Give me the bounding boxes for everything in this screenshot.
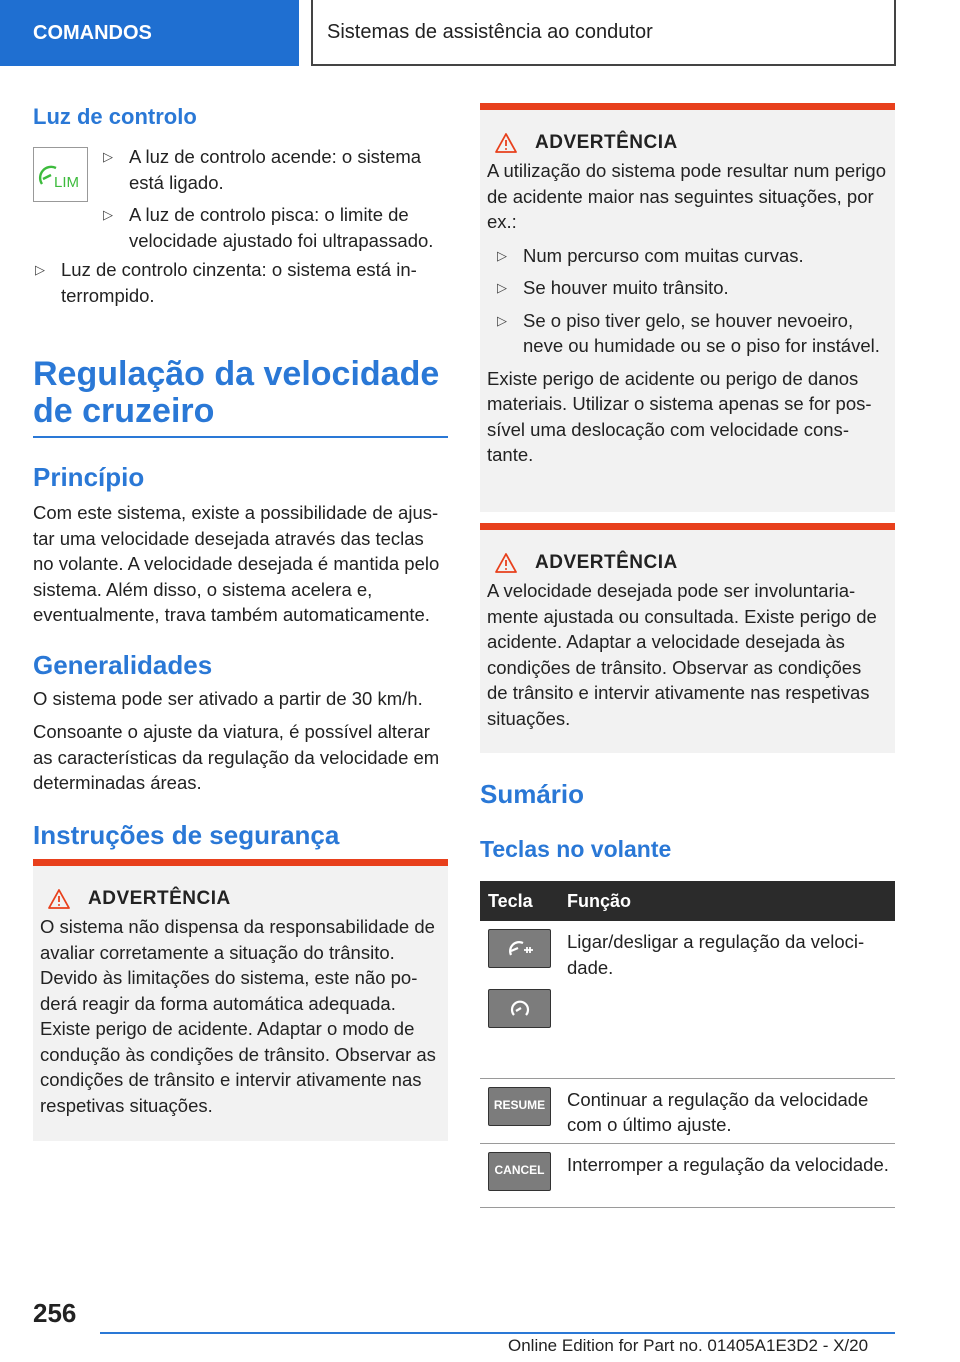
luz-list — [101, 144, 448, 260]
key-cell — [480, 921, 559, 1078]
generalidades-text-2: Consoante o ajuste da viatura, é possível alterar as características da regulação da velocidade em determinadas áreas. — [33, 721, 440, 793]
function-cell: Ligar/desligar a regulação da velocidade. — [559, 921, 895, 1078]
table-row — [480, 1143, 895, 1207]
warning-box-1 — [480, 103, 895, 512]
table-row — [480, 921, 895, 1078]
title-divider — [33, 436, 448, 438]
chapter-title: Sistemas de assistência ao condutor — [311, 0, 896, 66]
generalidades-text-1: O sistema pode ser ativado a partir de 30 km/h. — [33, 688, 423, 709]
list-item: ▷ Luz de controlo cinzenta: o sistema está interrompido. — [33, 257, 448, 308]
page-number: 256 — [33, 1298, 77, 1328]
main-title: Regulação da velocidade de cruzeiro — [33, 355, 440, 430]
function-cell: Interromper a regulação da velocidade. — [559, 1143, 895, 1207]
warning-box-2 — [480, 523, 895, 753]
footer-divider — [100, 1332, 895, 1334]
warning-title: ADVERTÊNCIA — [487, 132, 886, 154]
list-item: ▷ Se o piso tiver gelo, se houver nevoeiro, neve ou humidade ou se o piso for instável. — [495, 308, 886, 359]
luz-grey-list — [33, 257, 448, 315]
key-cell — [480, 1143, 559, 1207]
warning-title: ADVERTÊNCIA — [487, 552, 886, 574]
function-cell: Continuar a regulação da velocidade com o último ajuste. — [559, 1078, 895, 1143]
warning-intro: A utilização do sistema pode resultar num perigo de acidente maior nas seguintes situações, por ex.: — [487, 160, 886, 232]
resume-button[interactable]: RESUME — [488, 1087, 551, 1126]
cancel-button[interactable]: CANCEL — [488, 1152, 551, 1191]
edition-note: Online Edition for Part no. 01405A1E3D2 - X/20 — [508, 1336, 869, 1355]
cruise-indicator-icon — [33, 147, 88, 202]
list-item: ▷ A luz de controlo pisca: o limite de velocidade ajustado foi ultrapassado. — [101, 202, 448, 253]
table-header-row — [480, 881, 895, 921]
warning-text: A velocidade desejada pode ser involuntariamente ajustada ou consultada. Existe perigo de acidente. Adaptar a velocidade desejada às condições de trânsito. Observar as condições de trânsito e intervir ativamente nas respetivas situações. — [487, 580, 877, 729]
keys-table — [480, 881, 895, 1208]
section-tab[interactable]: COMANDOS — [0, 0, 299, 66]
generalidades-heading: Generalidades — [33, 650, 213, 680]
principio-text: Com este sistema, existe a possibilidade de ajustar uma velocidade desejada através das teclas no volante. A velocidade desejada é mantida pelo sistema. Além disso, o sistema acelera e, eventualmente, trava também automaticamente. — [33, 502, 440, 625]
warning-list — [495, 243, 886, 359]
sumario-heading: Sumário — [480, 779, 585, 809]
page-header — [0, 0, 960, 66]
list-item: ▷ A luz de controlo acende: o sistema está ligado. — [101, 144, 448, 195]
teclas-heading: Teclas no volante — [480, 836, 672, 862]
list-item: ▷ Se houver muito trânsito. — [495, 275, 886, 301]
column-header-tecla: Tecla — [480, 881, 559, 921]
warning-triangle-icon — [495, 133, 517, 153]
list-item: ▷ Num percurso com muitas curvas. — [495, 243, 886, 269]
column-header-funcao: Função — [559, 881, 895, 921]
warning-triangle-icon — [48, 889, 70, 909]
table-row — [480, 1078, 895, 1143]
seguranca-heading: Instruções de segurança — [33, 820, 340, 850]
principio-heading: Princípio — [33, 462, 145, 492]
key-cell — [480, 1078, 559, 1143]
cruise-on-off-icon[interactable] — [488, 929, 551, 968]
warning-outro: Existe perigo de acidente ou perigo de danos materiais. Utilizar o sistema apenas se for possível uma deslocação com velocidade constante. — [487, 367, 872, 465]
limiter-icon[interactable] — [488, 989, 551, 1028]
warning-triangle-icon — [495, 553, 517, 573]
warning-title: ADVERTÊNCIA — [40, 888, 439, 910]
warning-box — [33, 859, 448, 1141]
svg-text:LIM: LIM — [54, 174, 80, 191]
warning-text: O sistema não dispensa da responsabilidade de avaliar corretamente a situação do trânsito. Devido às limitações do sistema, este não poderá reagir da forma automática adequada. Existe perigo de acidente. Adaptar o modo de condução às condições de trânsito. Observar as condições de trânsito e intervir ativamente nas respetivas situações. — [40, 916, 436, 1116]
luz-controlo-heading: Luz de controlo — [33, 104, 197, 129]
